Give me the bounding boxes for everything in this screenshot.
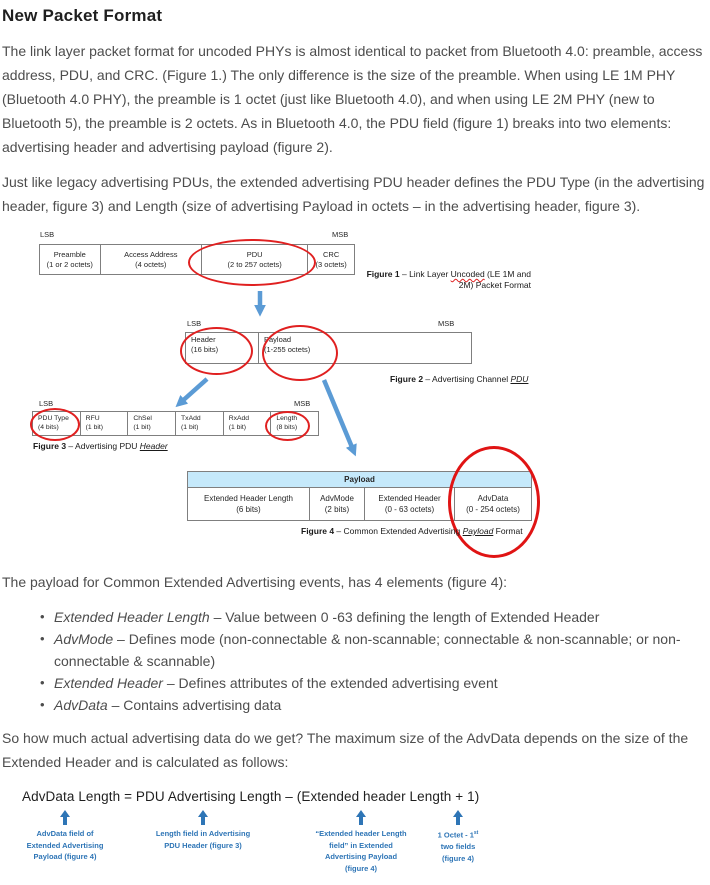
fig3-cell-chsel: ChSel (1 bit) [128,412,176,435]
fig1-cell-crc: CRC (3 octets) [315,249,347,269]
fig4-caption: Figure 4 – Common Extended Advertising Payload Format [301,526,523,536]
page-title: New Packet Format [2,6,163,25]
fig4-cell-advdata: AdvData (0 - 254 octets) [466,494,520,514]
diagram-arrows [2,228,710,562]
fig3-lsb-label: LSB [39,399,54,408]
fig1-msb-label: MSB [332,230,349,239]
arrow-up-icon [452,810,465,825]
fig2-cell-header: Header (16 bits) [186,333,259,363]
arrow-header-to-fig3-icon [179,379,207,404]
list-item: • Extended Header Length – Value between 0 -63 defining the length of Extended Header [54,606,708,628]
fig2-lsb-label: LSB [187,319,202,328]
fig1-cell-access-address: Access Address (4 octets) [101,245,202,274]
formula-note-advdata: AdvData field of Extended Advertising Payload (figure 4) [5,810,125,863]
fig1-cell-pdu: PDU (2 to 257 octets) [202,245,308,274]
list-item: • AdvMode – Defines mode (non-connectable & non-scannable; connectable & non-scannable; or non-connectable & scannable) [54,628,708,672]
formula-note-ext-header-length: “Extended header Length field” in Extended Advertising Payload (figure 4) [301,810,421,874]
list-item: • Extended Header – Defines attributes of the extended advertising event [54,672,708,694]
fig4-cell-ext-header-length: Extended Header Length (6 bits) [188,488,310,520]
arrow-up-icon [355,810,368,825]
fig4-payload-header: Payload [188,472,531,488]
fig2-caption: Figure 2 – Advertising Channel PDU [390,374,529,384]
fig4-cell-ext-header: Extended Header (0 - 63 octets) [365,488,455,520]
formula-equation: AdvData Length = PDU Advertising Length – (Extended header Length + 1) [22,789,480,804]
formula-note-one-octet: 1 Octet - 1st two fields (figure 4) [418,810,498,864]
formula-note-length-field: Length field in Advertising PDU Header (figure 3) [133,810,273,851]
arrow-payload-to-fig4-icon [324,380,354,452]
paragraph-intro: The link layer packet format for uncoded PHYs is almost identical to packet from Bluetooth 4.0: preamble, access address, PDU, and CRC. (Figure 1.) The only difference is the size of the preamble. When using LE 1M PHY (Bluetooth 4.0 PHY), the preamble is 1 octet (just like Bluetooth 4.0), and when using LE 2M PHY (new to Bluetooth 5), the preamble is 2 octets. As in Bluetooth 4.0, the PDU field (figure 1) breaks into two elements: advertising header and advertising payload (figure 2). [2,43,703,155]
paragraph-payload-elements: The payload for Common Extended Advertising events, has 4 elements (figure 4): [2,574,508,590]
fig3-cell-rxadd: RxAdd (1 bit) [224,412,272,435]
fig1-cell-preamble: Preamble (1 or 2 octets) [40,245,101,274]
fig3-cell-txadd: TxAdd (1 bit) [176,412,224,435]
arrow-up-icon [197,810,210,825]
fig3-msb-label: MSB [294,399,311,408]
arrow-up-icon [59,810,72,825]
paragraph-pdu-header: Just like legacy advertising PDUs, the extended advertising PDU header defines the PDU Type (in the advertising header, figure 3) and Length (size of advertising Payload in octets – in the advertising header, figure 3). [2,174,705,214]
fig3-caption: Figure 3 – Advertising PDU Header [33,441,168,451]
fig1-caption: Figure 1 – Link Layer Uncoded (LE 1M and 2M) Packet Format [366,269,531,290]
fig3-cell-length: Length (8 bits) [276,415,298,431]
fig3-cell-pdu-type: PDU Type (4 bits) [33,412,81,435]
packet-format-diagram [2,228,708,562]
fig3-cell-rfu: RFU (1 bit) [81,412,129,435]
paragraph-advdata-size: So how much actual advertising data do we get? The maximum size of the AdvData depends on the size of the Extended Header and is calculated as follows: [2,730,689,770]
payload-elements-list [2,606,708,716]
fig2-cell-payload: Payload (1-255 octets) [264,335,311,354]
advdata-length-formula [2,789,708,885]
fig2-msb-label: MSB [438,319,455,328]
list-item: • AdvData – Contains advertising data [54,694,708,716]
fig4-cell-advmode: AdvMode (2 bits) [310,488,365,520]
fig1-lsb-label: LSB [40,230,55,239]
